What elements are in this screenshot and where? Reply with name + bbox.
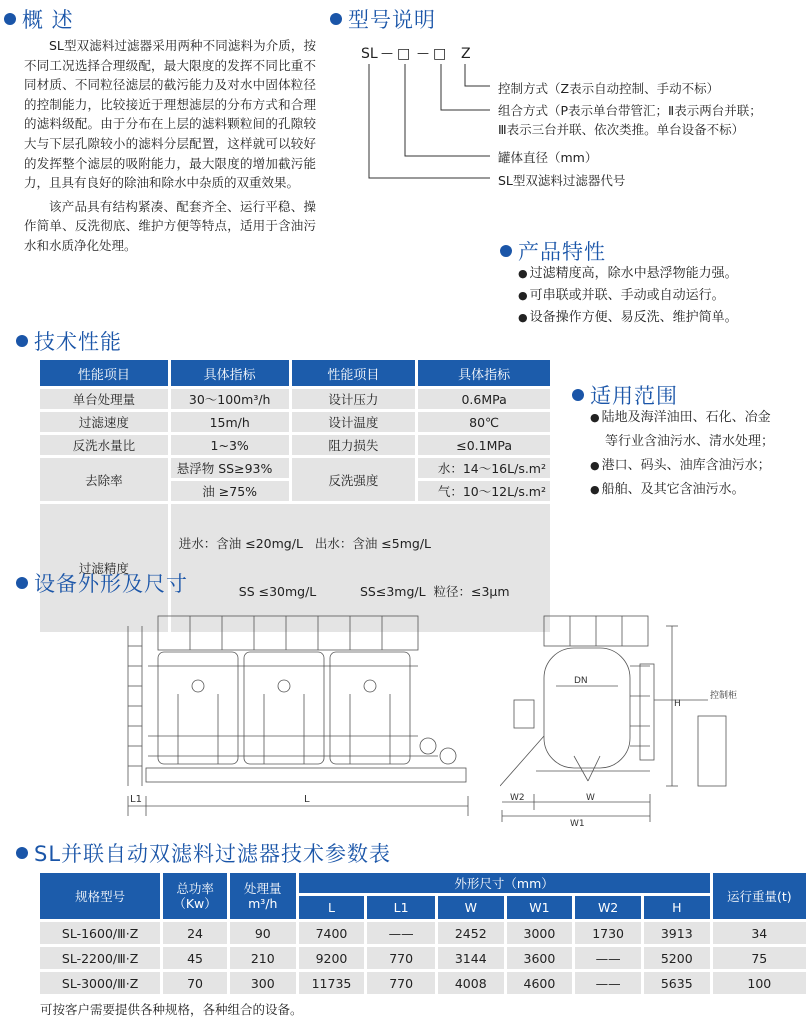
model-code-box-2: □	[433, 46, 447, 62]
table-cell: 45	[163, 947, 227, 969]
overview-paragraph-1: SL型双滤料过滤器采用两种不同滤料为介质，按不同工况选择合理级配，最大限度的发挥不同比重不同材质、不同粒径滤层的截污能力及对水中固体粒径的控制能力，比较接近于理想滤层的分布方式和合理的滤料级配。由于分布在上层的滤料颗粒间的孔隙较大与下层孔隙较小的滤料分层配置，这样就可以较好的发挥整个滤层的吸附能力，最大限度的增加截污能力，且具有良好的除油和除水中杂质的双重效果。	[24, 38, 316, 191]
table-cell: 0.6MPa	[418, 389, 550, 409]
side-view-drawing	[500, 606, 760, 826]
table-cell: 反洗强度	[292, 458, 416, 501]
dim-label-w1: W1	[570, 819, 585, 826]
model-code-diagram	[355, 38, 495, 188]
table-cell: 11735	[299, 972, 365, 994]
table-row	[40, 972, 806, 994]
dim-label-l: L	[304, 794, 310, 805]
front-view-drawing	[118, 606, 488, 826]
table-header-row	[40, 360, 550, 386]
table-row	[40, 458, 550, 478]
table-cell: 气：10～12L/s.m²	[418, 481, 550, 501]
table-cell: 7400	[299, 922, 365, 944]
model-code-dash-2: —	[417, 46, 429, 60]
params-note: 可按客户需要提供各种规格，各种组合的设备。	[40, 1002, 303, 1017]
table-cell: 300	[230, 972, 296, 994]
table-cell: 9200	[299, 947, 365, 969]
model-code-box-1: □	[397, 46, 411, 62]
params-table	[37, 870, 809, 997]
table-header-cell: 具体指标	[418, 360, 550, 386]
table-row	[40, 947, 806, 969]
table-header-cell: 外形尺寸（mm）	[299, 873, 710, 893]
table-header-cell: 规格型号	[40, 873, 160, 919]
params-heading: SL并联自动双滤料过滤器技术参数表	[16, 838, 391, 868]
table-cell: ≤0.1MPa	[418, 435, 550, 455]
table-row	[40, 389, 550, 409]
table-cell: 24	[163, 922, 227, 944]
list-item: ● 设备操作方便、易反洗、维护简单。	[518, 307, 738, 329]
model-code-sl: SL	[361, 46, 378, 62]
table-cell: 1~3%	[171, 435, 289, 455]
table-cell: SL-3000/Ⅲ·Z	[40, 972, 160, 994]
table-cell: 34	[713, 922, 806, 944]
precision-line-1: 进水：含油 ≤20mg/L 出水：含油 ≤5mg/L	[178, 536, 432, 551]
table-cell: 4600	[507, 972, 573, 994]
bullet-dot-icon	[572, 389, 584, 401]
list-item: ● 可串联或并联、手动或自动运行。	[518, 285, 738, 307]
table-cell: 设计压力	[292, 389, 416, 409]
table-cell: 阻力损失	[292, 435, 416, 455]
table-row	[40, 922, 806, 944]
bullet-dot-icon	[4, 13, 16, 25]
table-cell: ——	[575, 947, 641, 969]
flow-header-line-1: 处理量	[244, 881, 282, 896]
table-cell: 4008	[438, 972, 504, 994]
overview-heading: 概 述	[4, 4, 74, 34]
list-item: 等行业含油污水、清水处理；	[605, 434, 775, 449]
bullet-dot-icon	[16, 577, 28, 589]
table-cell: ——	[367, 922, 435, 944]
table-cell: 70	[163, 972, 227, 994]
list-item: ● 船舶、及其它含油污水。	[590, 478, 774, 502]
dim-label-h: H	[674, 699, 681, 709]
table-header-cell: 具体指标	[171, 360, 289, 386]
table-cell: 反洗水量比	[40, 435, 168, 455]
model-code-z: Z	[461, 46, 471, 62]
model-code-leader-lines	[369, 64, 490, 178]
dim-label-l1: L1	[130, 794, 142, 805]
table-cell: 210	[230, 947, 296, 969]
features-heading: 产品特性	[500, 236, 606, 266]
dim-label-w2: W2	[510, 793, 525, 803]
table-cell: 770	[367, 972, 435, 994]
bullet-dot-icon	[16, 847, 28, 859]
bullet-dot-icon	[16, 335, 28, 347]
model-code-dash-1: —	[381, 46, 393, 60]
scope-list	[590, 406, 774, 502]
table-cell: 15m/h	[171, 412, 289, 432]
table-header-cell: 性能项目	[40, 360, 168, 386]
table-cell: 100	[713, 972, 806, 994]
table-cell: 80℃	[418, 412, 550, 432]
table-cell: 设计温度	[292, 412, 416, 432]
table-header-cell: W1	[507, 896, 573, 919]
table-cell: 过滤精度	[40, 504, 168, 632]
model-label-diameter: 罐体直径（mm）	[498, 150, 598, 165]
model-label-code: SL型双滤料过滤器代号	[498, 173, 626, 188]
table-header-cell: 运行重量(t)	[713, 873, 806, 919]
table-cell: 5635	[644, 972, 710, 994]
table-cell: 75	[713, 947, 806, 969]
table-cell: 30～100m³/h	[171, 389, 289, 409]
cabinet-label: 控制柜	[710, 691, 738, 701]
table-header-cell	[163, 873, 227, 919]
tech-heading: 技术性能	[16, 326, 122, 356]
dim-label-w: W	[586, 793, 595, 803]
table-header-cell	[230, 873, 296, 919]
precision-line-2: SS ≤30mg/L SS≤3mg/L 粒径：≤3μm	[238, 584, 510, 599]
table-cell: 5200	[644, 947, 710, 969]
table-header-cell: L1	[367, 896, 435, 919]
table-row	[40, 412, 550, 432]
table-cell: 3000	[507, 922, 573, 944]
model-heading: 型号说明	[330, 4, 436, 34]
table-cell: SL-2200/Ⅲ·Z	[40, 947, 160, 969]
table-cell: 3144	[438, 947, 504, 969]
table-header-cell: H	[644, 896, 710, 919]
table-cell: SL-1600/Ⅲ·Z	[40, 922, 160, 944]
table-cell: 1730	[575, 922, 641, 944]
list-item: ● 港口、码头、油库含油污水；	[590, 454, 774, 478]
overview-text	[24, 36, 316, 256]
table-cell: 油 ≥75%	[171, 481, 289, 501]
dim-label-dn: DN	[574, 676, 588, 686]
table-header-row	[40, 873, 806, 893]
table-header-cell: 性能项目	[292, 360, 416, 386]
table-header-cell: L	[299, 896, 365, 919]
dims-heading: 设备外形及尺寸	[16, 568, 188, 598]
table-cell: 770	[367, 947, 435, 969]
table-cell: 单台处理量	[40, 389, 168, 409]
table-cell: 2452	[438, 922, 504, 944]
table-cell: 过滤速度	[40, 412, 168, 432]
table-cell: 3600	[507, 947, 573, 969]
scope-heading: 适用范围	[572, 380, 678, 410]
model-label-combination: 组合方式（P表示单台带管汇；Ⅱ表示两台并联；	[498, 103, 762, 118]
table-cell: 去除率	[40, 458, 168, 501]
bullet-dot-icon	[330, 13, 342, 25]
table-cell: ——	[575, 972, 641, 994]
table-cell: 水：14～16L/s.m²	[418, 458, 550, 478]
overview-paragraph-2: 该产品具有结构紧凑、配套齐全、运行平稳、操作简单、反洗彻底、维护方便等特点，适用于含油污水和水质净化处理。	[24, 198, 316, 253]
table-cell: 90	[230, 922, 296, 944]
model-label-control: 控制方式（Z表示自动控制、手动不标）	[498, 81, 720, 96]
power-header-line-2: （Kw）	[173, 896, 217, 911]
table-cell: 3913	[644, 922, 710, 944]
list-item: ● 陆地及海洋油田、石化、冶金	[590, 406, 774, 430]
bullet-dot-icon	[500, 245, 512, 257]
table-header-cell: W2	[575, 896, 641, 919]
power-header-line-1: 总功率	[176, 881, 214, 896]
flow-header-line-2: m³/h	[248, 896, 278, 911]
table-row	[40, 435, 550, 455]
table-cell: 悬浮物 SS≥93%	[171, 458, 289, 478]
list-item: ● 过滤精度高，除水中悬浮物能力强。	[518, 263, 738, 285]
features-list	[518, 263, 738, 329]
table-header-cell: W	[438, 896, 504, 919]
model-label-combination-2: Ⅲ表示三台并联、依次类推。单台设备不标）	[498, 122, 745, 137]
